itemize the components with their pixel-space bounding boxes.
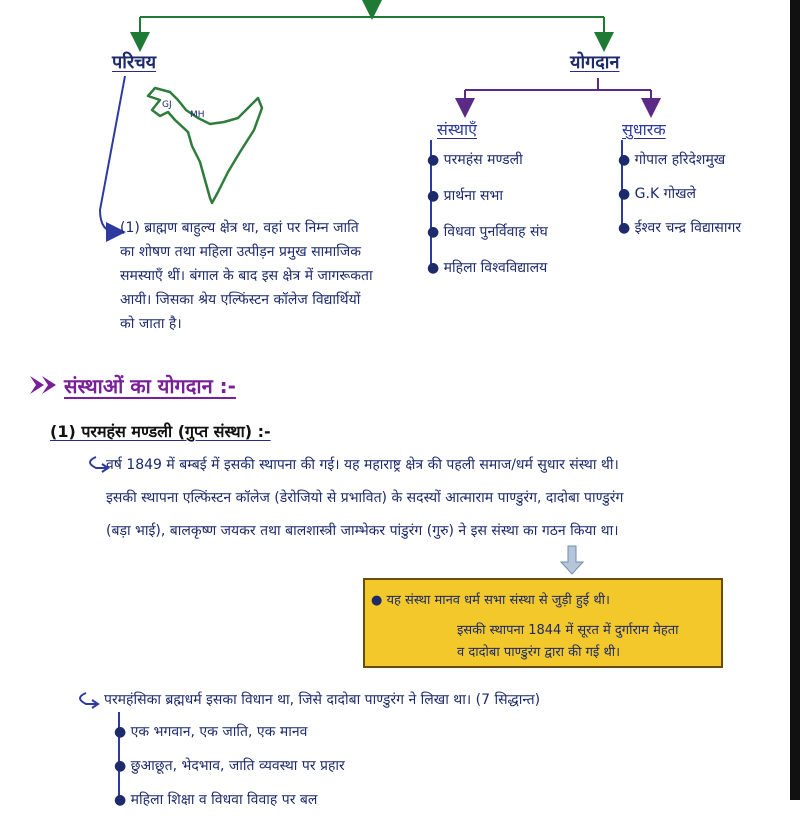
list-item: ● विधवा पुनर्विवाह संघ: [427, 224, 548, 240]
box-line-2: इसकी स्थापना 1844 में सूरत में दुर्गाराम मेहता: [457, 623, 679, 638]
principles-list: [114, 722, 345, 824]
list-item: ● ईश्वर चन्द्र विद्यासागर: [618, 220, 742, 236]
section-title: संस्थाओं का योगदान :-: [64, 374, 236, 398]
sub-title: (1) परमहंस मण्डली (गुप्त संस्था) :-: [50, 422, 271, 441]
list-item: ● महिला शिक्षा व विधवा विवाह पर बल: [114, 792, 318, 808]
intro-line-1: (1) ब्राह्मण बाहुल्य क्षेत्र था, वहां पर निम्न जाति: [120, 220, 359, 236]
map-label-mh: MH: [190, 110, 205, 120]
institutions-heading: संस्थाएँ: [437, 120, 477, 139]
map-label-gj: GJ: [162, 100, 172, 110]
box-line-1: ● यह संस्था मानव धर्म सभा संस्था से जुड़ी हुई थी।: [371, 593, 610, 608]
contribution-heading: योगदान: [570, 52, 620, 73]
list-item: ● गोपाल हरिदेशमुख: [618, 152, 726, 168]
intro-line-5: को जाता है।: [120, 316, 182, 332]
list-item: ● एक भगवान, एक जाति, एक मानव: [114, 724, 308, 740]
para-line-2: इसकी स्थापना एल्फिंस्टन कॉलेज (डेरोजियो से प्रभावित) के सदस्यों आत्माराम पाण्डुरंग, दादोबा पाण्डुरंग: [106, 490, 624, 506]
intro-description: [120, 216, 373, 336]
reformers-heading: सुधारक: [622, 120, 666, 139]
list-item: ● G.K गोखले: [618, 186, 697, 202]
list-item: ● परमहंस मण्डली: [427, 152, 523, 168]
intro-heading: परिचय: [112, 52, 157, 73]
paramhans-paragraph: [106, 455, 623, 554]
institutions-list: [427, 150, 548, 294]
intro-line-2: का शोषण तथा महिला उत्पीड़न प्रमुख सामाजिक: [120, 244, 362, 260]
intro-line-3: समस्याएँ थीं। बंगाल के बाद इस क्षेत्र में जागरूकता: [120, 268, 373, 284]
intro-line-4: आयी। जिसका श्रेय एल्फिंस्टन कॉलेज विद्यार्थियों: [120, 292, 361, 308]
list-item: ● महिला विश्वविद्यालय: [427, 260, 548, 276]
page-edge: [790, 0, 800, 800]
list-item: ● प्रार्थना सभा: [427, 188, 503, 204]
reformers-list: [618, 150, 741, 252]
doctrine-line: परमहंसिका ब्रह्मधर्म इसका विधान था, जिसे दादोबा पाण्डुरंग ने लिखा था। (7 सिद्धान्त): [104, 692, 541, 708]
highlight-box: [363, 578, 723, 668]
list-item: ● छुआछूत, भेदभाव, जाति व्यवस्था पर प्रहार: [114, 758, 345, 774]
para-line-3: (बड़ा भाई), बालकृष्ण जयकर तथा बालशास्त्री जाम्भेकर पांडुरंग (गुरु) ने इस संस्था का गठन किया था।: [106, 523, 619, 539]
box-line-3: व दादोबा पाण्डुरंग द्वारा की गई थी।: [457, 645, 621, 660]
para-line-1: वर्ष 1849 में बम्बई में इसकी स्थापना की गई। यह महाराष्ट्र क्षेत्र की पहली समाज/धर्म सुधार संस्था थी।: [106, 457, 619, 473]
